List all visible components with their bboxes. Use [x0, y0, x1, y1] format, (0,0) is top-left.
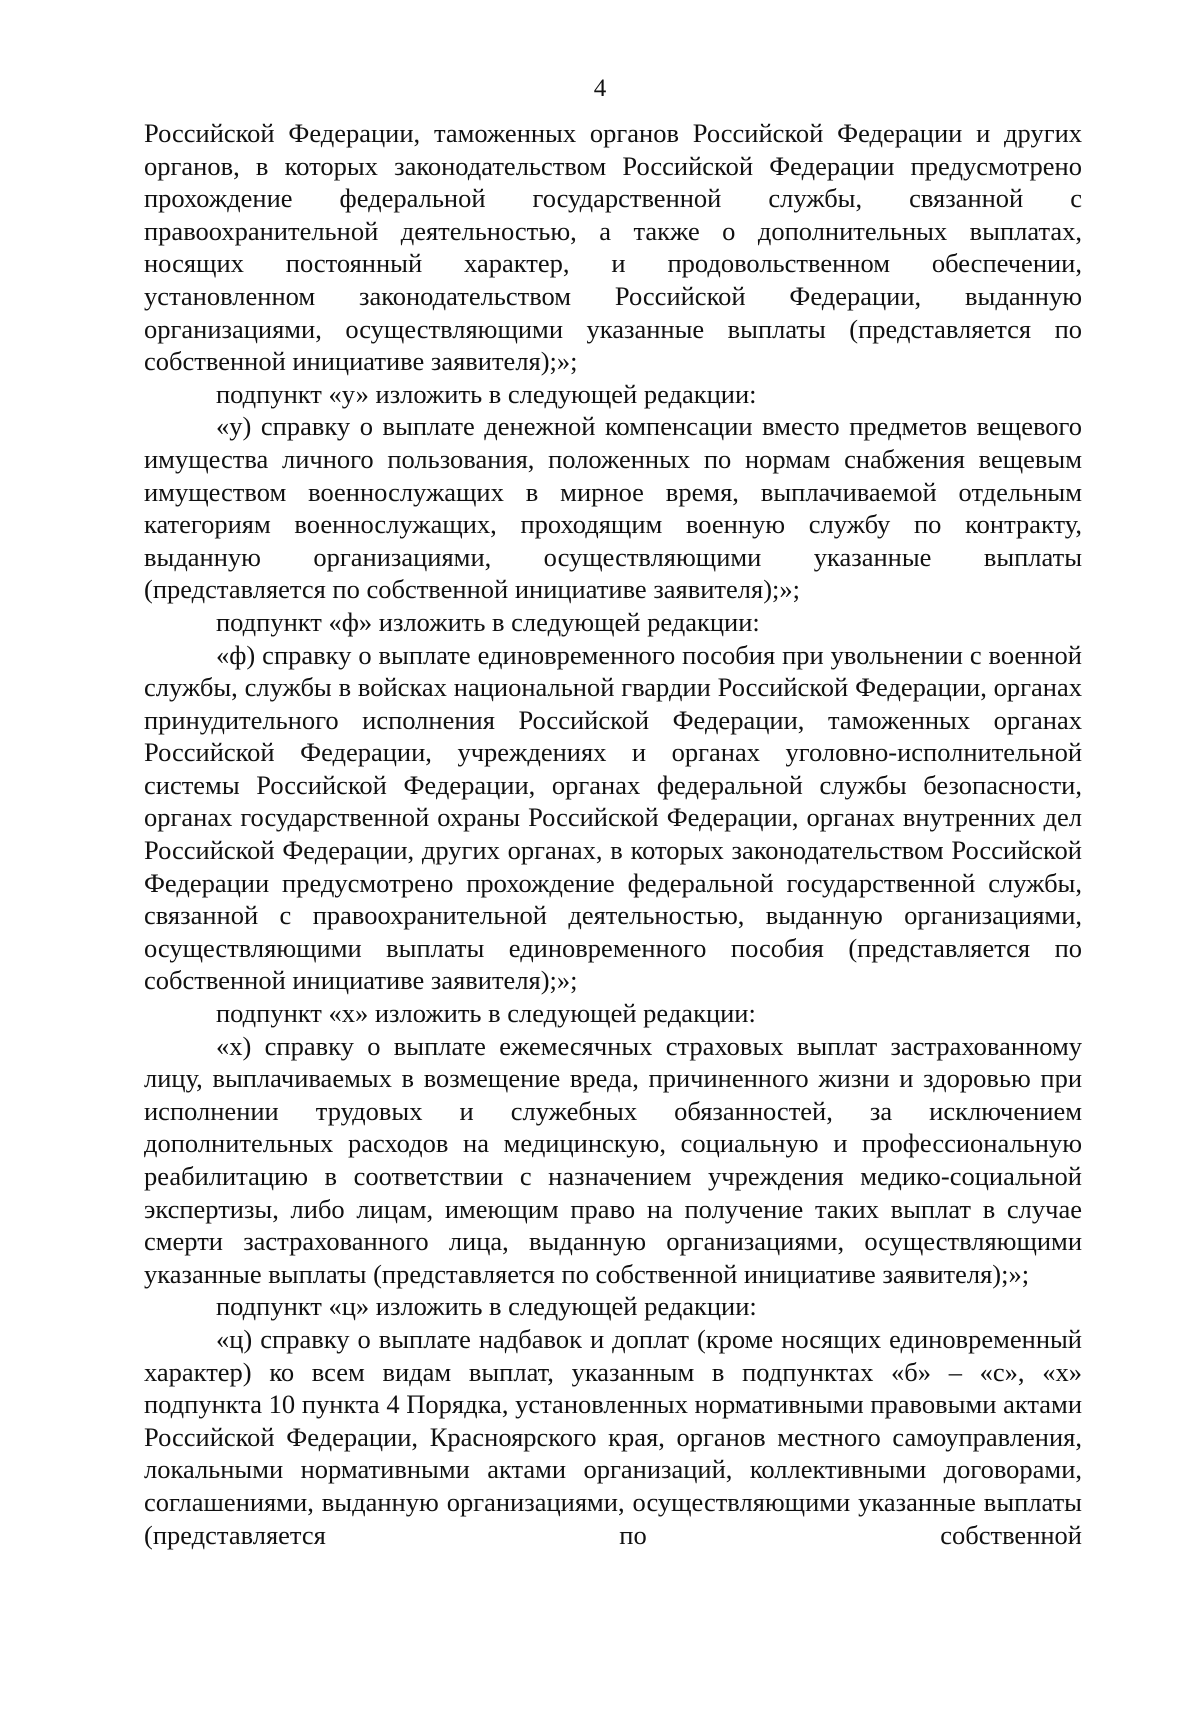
paragraph-subitem-kh: «х) справку о выплате ежемесячных страховых выплат застрахованному лицу, выплачиваемых в возмещение вреда, причиненного жизни и здоровью при исполнении трудовых и служебных обязанностей, за исключением дополнительных расходов на медицинскую, социальную и профессиональную реабилитацию в соответствии с назначением учреждения медико-социальной экспертизы, либо лицам, имеющим право на получение таких выплат в случае смерти застрахованного лица, выданную организациями, осуществляющими указанные выплаты (представляется по собственной инициативе заявителя);»; [144, 1030, 1082, 1289]
paragraph-instruction-ts: подпункт «ц» изложить в следующей редакции: [216, 1291, 757, 1322]
paragraph-subitem-ts: «ц) справку о выплате надбавок и доплат (кроме носящих единовременный характер) ко всем видам выплат, указанным в подпунктах «б» – «с», «х» подпункта 10 пункта 4 Порядка, установленных нормативными правовыми актами Российской Федерации, Красноярского края, органов местного самоуправления, локальными нормативными актами организаций, коллективными договорами, соглашениями, выданную организациями, осуществляющими указанные выплаты (представляется по собственной [144, 1323, 1082, 1550]
paragraph-instruction-f: подпункт «ф» изложить в следующей редакции: [216, 606, 760, 637]
paragraph-subitem-f: «ф) справку о выплате единовременного пособия при увольнении с военной службы, службы в войсках национальной гвардии Российской Федерации, органах принудительного исполнения Российской Федерации, таможенных органах Российской Федерации, учреждениях и органах уголовно-исполнительной системы Российской Федерации, органах федеральной службы безопасности, органах государственной охраны Российской Федерации, органах внутренних дел Российской Федерации, других органах, в которых законодательством Российской Федерации предусмотрено прохождение федеральной государственной службы, связанной с правоохранительной деятельностью, выданную организациями, осуществляющими выплаты единовременного пособия (представляется по собственной инициативе заявителя);»; [144, 639, 1082, 996]
paragraph-instruction-u: подпункт «у» изложить в следующей редакции: [216, 378, 757, 409]
document-body [144, 117, 1082, 1551]
paragraph-subitem-u: «у) справку о выплате денежной компенсации вместо предметов вещевого имущества личного пользования, положенных по нормам снабжения вещевым имуществом военнослужащих в мирное время, выплачиваемой отдельным категориям военнослужащих, проходящим военную службу по контракту, выданную организациями, осуществляющими указанные выплаты (представляется по собственной инициативе заявителя);»; [144, 411, 1082, 605]
paragraph-continuation: Российской Федерации, таможенных органов Российской Федерации и других органов, в которых законодательством Российской Федерации предусмотрено прохождение федеральной государственной службы, связанной с правоохранительной деятельностью, а также о дополнительных выплатах, носящих постоянный характер, и продовольственном обеспечении, установленном законодательством Российской Федерации, выданную организациями, осуществляющими указанные выплаты (представляется по собственной инициативе заявителя);»; [144, 118, 1082, 377]
page-number: 4 [593, 75, 607, 102]
paragraph-instruction-kh: подпункт «х» изложить в следующей редакции: [216, 998, 756, 1029]
